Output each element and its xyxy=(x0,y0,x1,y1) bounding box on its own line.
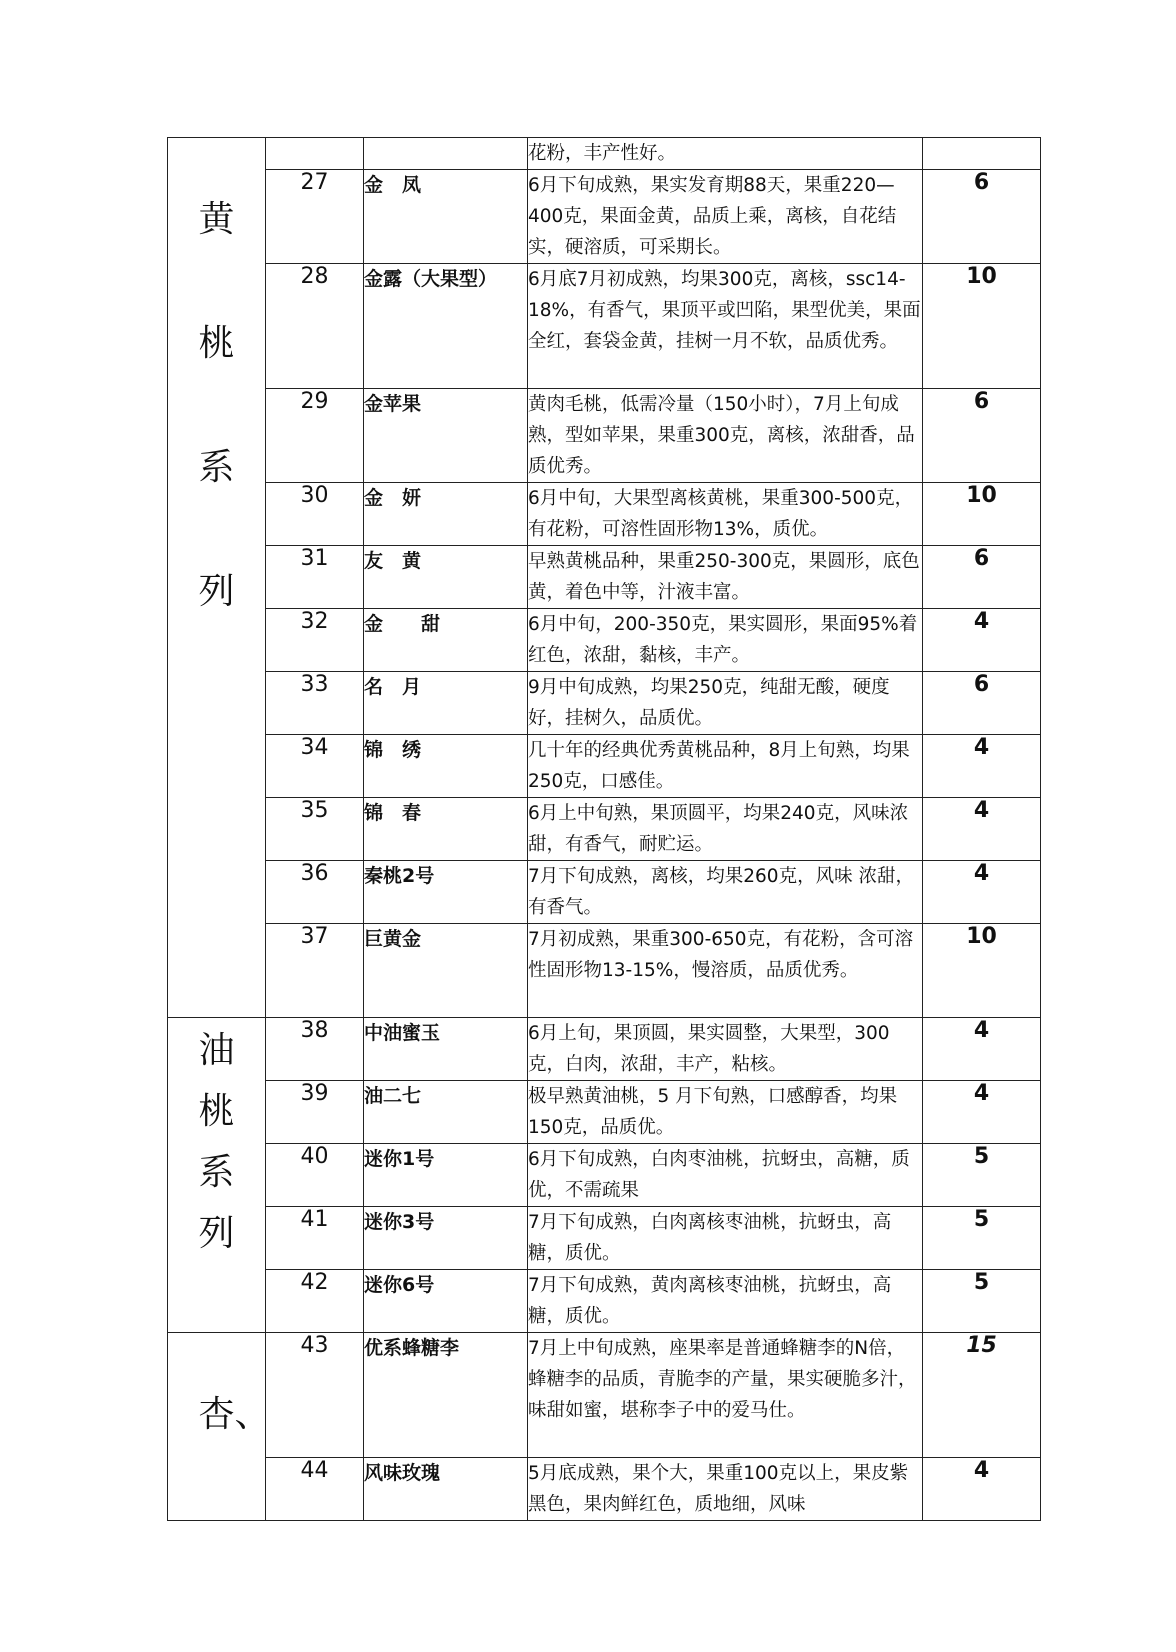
row-number: 39 xyxy=(266,1081,364,1144)
variety-description: 9月中旬成熟，均果250克，纯甜无酸，硬度好，挂树久，品质优。 xyxy=(528,672,923,735)
price: 6 xyxy=(923,389,1041,483)
row-number: 36 xyxy=(266,861,364,924)
row-number xyxy=(266,138,364,170)
variety-name: 锦 春 xyxy=(364,798,528,861)
price: 15 xyxy=(923,1333,1041,1458)
row-number: 42 xyxy=(266,1270,364,1333)
table-row xyxy=(168,798,1041,861)
table-row xyxy=(168,861,1041,924)
table-row xyxy=(168,1081,1041,1144)
variety-description: 7月下旬成熟，黄肉离核枣油桃，抗蚜虫，高糖，质优。 xyxy=(528,1270,923,1333)
table-row xyxy=(168,672,1041,735)
row-number: 34 xyxy=(266,735,364,798)
row-number: 29 xyxy=(266,389,364,483)
table-row xyxy=(168,1207,1041,1270)
variety-name: 迷你1号 xyxy=(364,1144,528,1207)
variety-name: 迷你6号 xyxy=(364,1270,528,1333)
table-row xyxy=(168,609,1041,672)
price: 5 xyxy=(923,1207,1041,1270)
variety-description: 5月底成熟，果个大，果重100克以上，果皮紫黑色，果肉鲜红色，质地细，风味 xyxy=(528,1458,923,1521)
table-row xyxy=(168,138,1041,170)
variety-name: 金 妍 xyxy=(364,483,528,546)
price: 4 xyxy=(923,861,1041,924)
variety-description: 7月初成熟，果重300-650克，有花粉，含可溶性固形物13-15%，慢溶质，品质优秀。 xyxy=(528,924,923,1018)
variety-description: 6月中旬，大果型离核黄桃，果重300-500克，有花粉，可溶性固形物13%，质优。 xyxy=(528,483,923,546)
table-row xyxy=(168,264,1041,389)
table-row xyxy=(168,389,1041,483)
variety-name: 优系蜂糖李 xyxy=(364,1333,528,1458)
row-number: 37 xyxy=(266,924,364,1018)
price: 4 xyxy=(923,609,1041,672)
price xyxy=(923,138,1041,170)
price: 10 xyxy=(923,924,1041,1018)
variety-description: 7月下旬成熟，白肉离核枣油桃，抗蚜虫，高糖，质优。 xyxy=(528,1207,923,1270)
variety-name: 锦 绣 xyxy=(364,735,528,798)
table-row xyxy=(168,1018,1041,1081)
category-cell-huangtao xyxy=(168,138,266,1018)
variety-description: 早熟黄桃品种，果重250-300克，果圆形，底色黄，着色中等，汁液丰富。 xyxy=(528,546,923,609)
row-number: 32 xyxy=(266,609,364,672)
price: 5 xyxy=(923,1270,1041,1333)
variety-description: 6月中旬，200-350克，果实圆形，果面95%着红色，浓甜，黏核，丰产。 xyxy=(528,609,923,672)
variety-name: 金露（大果型） xyxy=(364,264,528,389)
price: 4 xyxy=(923,735,1041,798)
price: 6 xyxy=(923,672,1041,735)
row-number: 28 xyxy=(266,264,364,389)
variety-description: 6月下旬成熟，白肉枣油桃，抗蚜虫，高糖，质优，不需疏果 xyxy=(528,1144,923,1207)
table-row xyxy=(168,170,1041,264)
variety-description: 7月上中旬成熟，座果率是普通蜂糖李的N倍，蜂糖李的品质，青脆李的产量，果实硬脆多汁，味甜如蜜，堪称李子中的爱马仕。 xyxy=(528,1333,923,1458)
table-row xyxy=(168,1270,1041,1333)
table-row xyxy=(168,1458,1041,1521)
row-number: 43 xyxy=(266,1333,364,1458)
row-number: 30 xyxy=(266,483,364,546)
row-number: 41 xyxy=(266,1207,364,1270)
variety-name: 金 凤 xyxy=(364,170,528,264)
variety-name: 友 黄 xyxy=(364,546,528,609)
variety-description: 6月上中旬熟，果顶圆平，均果240克，风味浓甜，有香气，耐贮运。 xyxy=(528,798,923,861)
price: 4 xyxy=(923,1458,1041,1521)
table-row xyxy=(168,924,1041,1018)
variety-name: 风味玫瑰 xyxy=(364,1458,528,1521)
table-row xyxy=(168,735,1041,798)
row-number: 27 xyxy=(266,170,364,264)
category-label: 油桃系列 xyxy=(198,1030,235,1254)
price: 10 xyxy=(923,264,1041,389)
variety-name: 油二七 xyxy=(364,1081,528,1144)
variety-description: 6月下旬成熟，果实发育期88天，果重220—400克，果面金黄，品质上乘，离核，自花结实，硬溶质，可采期长。 xyxy=(528,170,923,264)
table-row xyxy=(168,546,1041,609)
category-label: 黄桃系列 xyxy=(198,199,235,612)
row-number: 44 xyxy=(266,1458,364,1521)
variety-description: 7月下旬成熟，离核，均果260克，风味 浓甜，有香气。 xyxy=(528,861,923,924)
variety-name: 名 月 xyxy=(364,672,528,735)
variety-description: 花粉，丰产性好。 xyxy=(528,138,923,170)
variety-name: 中油蜜玉 xyxy=(364,1018,528,1081)
variety-description: 6月上旬，果顶圆，果实圆整，大果型，300克，白肉，浓甜，丰产，粘核。 xyxy=(528,1018,923,1081)
variety-description: 6月底7月初成熟，均果300克，离核，ssc14-18%，有香气，果顶平或凹陷，果型优美，果面全红，套袋金黄，挂树一月不软，品质优秀。 xyxy=(528,264,923,389)
table-row xyxy=(168,1333,1041,1458)
variety-name: 金苹果 xyxy=(364,389,528,483)
price: 10 xyxy=(923,483,1041,546)
price: 6 xyxy=(923,546,1041,609)
variety-name: 金 甜 xyxy=(364,609,528,672)
variety-description: 极早熟黄油桃，5 月下旬熟，口感醇香，均果150克，品质优。 xyxy=(528,1081,923,1144)
row-number: 33 xyxy=(266,672,364,735)
price: 4 xyxy=(923,798,1041,861)
variety-description: 几十年的经典优秀黄桃品种，8月上旬熟，均果250克，口感佳。 xyxy=(528,735,923,798)
variety-description: 黄肉毛桃，低需冷量（150小时），7月上旬成熟，型如苹果，果重300克，离核，浓甜香，品质优秀。 xyxy=(528,389,923,483)
category-cell-youtao xyxy=(168,1018,266,1333)
variety-name: 迷你3号 xyxy=(364,1207,528,1270)
variety-name: 秦桃2号 xyxy=(364,861,528,924)
table-row xyxy=(168,1144,1041,1207)
category-cell-xing xyxy=(168,1333,271,1521)
variety-name xyxy=(364,138,528,170)
price: 4 xyxy=(923,1018,1041,1081)
row-number: 31 xyxy=(266,546,364,609)
variety-table xyxy=(167,137,1041,1521)
price: 6 xyxy=(923,170,1041,264)
price: 4 xyxy=(923,1081,1041,1144)
row-number: 35 xyxy=(266,798,364,861)
table-row xyxy=(168,483,1041,546)
row-number: 38 xyxy=(266,1018,364,1081)
price: 5 xyxy=(923,1144,1041,1207)
row-number: 40 xyxy=(266,1144,364,1207)
category-label: 杏、 xyxy=(198,1394,271,1435)
variety-name: 巨黄金 xyxy=(364,924,528,1018)
